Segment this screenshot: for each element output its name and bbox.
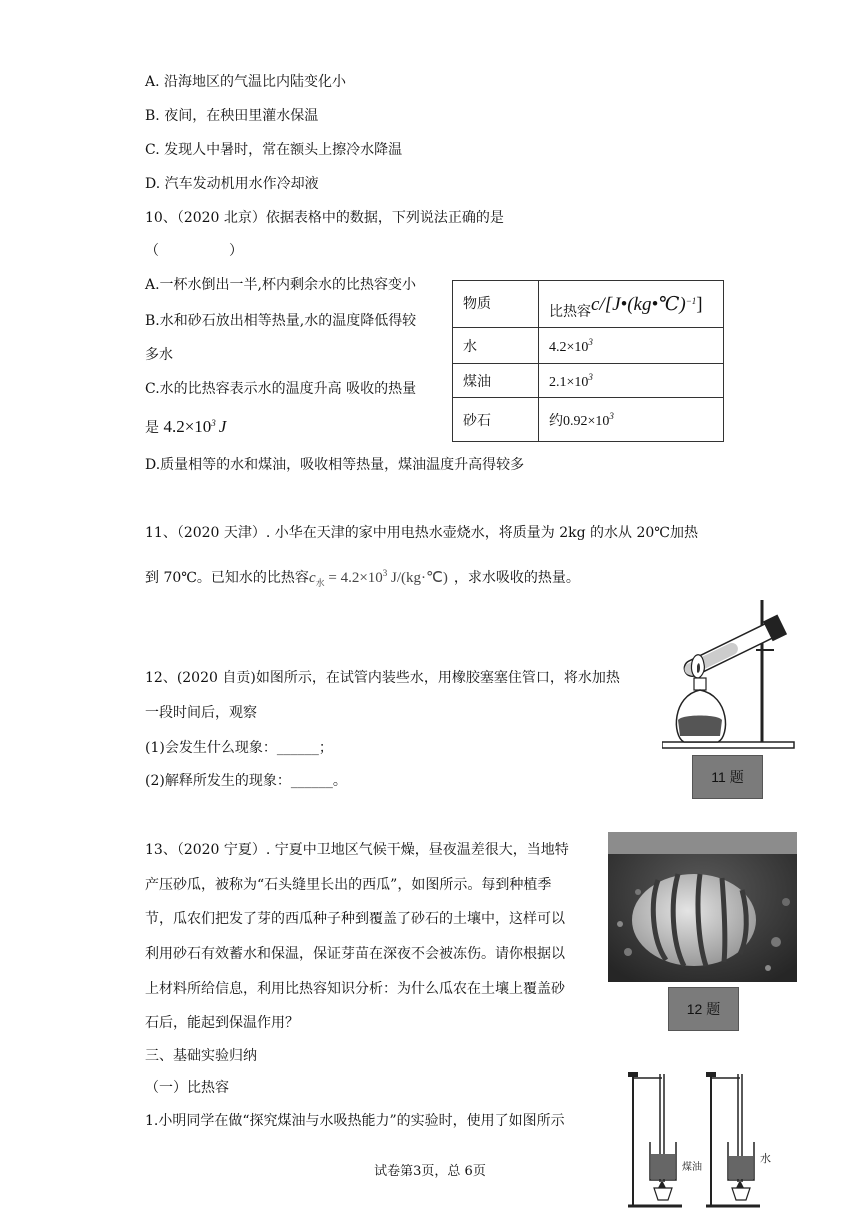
kerosene-label: 煤油 xyxy=(682,1162,702,1173)
formula-subscript: 水 xyxy=(315,578,325,588)
table-row xyxy=(453,398,724,442)
section-3-question-1: 1.小明同学在做“探究煤油与水吸热能力”的实验时，使用了如图所示 xyxy=(145,1113,565,1129)
section-3-subtitle: （一）比热容 xyxy=(145,1080,229,1096)
q13-line3: 节，瓜农们把发了芽的西瓜种子种到覆盖了砂石的土壤中，这样可以 xyxy=(145,911,565,927)
figure-11-caption: 11 题 xyxy=(692,755,763,799)
q10-option-b-line1: B.水和砂石放出相等热量,水的温度降低得较 xyxy=(145,313,417,329)
table-row xyxy=(453,328,724,364)
table-header-c-exponent: −1 xyxy=(685,295,697,306)
table-header-c-label: 比热容 xyxy=(549,303,591,320)
specific-heat-formula xyxy=(309,570,448,586)
kerosene-water-experiment-figure xyxy=(620,1058,780,1208)
q10-option-c-value: 4.2×10 xyxy=(163,417,212,436)
table-cell-number: 0.92×10 xyxy=(563,413,610,429)
page-footer: 试卷第3页，总 6页 xyxy=(374,1164,486,1179)
section-3-title: 三、基础实验归纳 xyxy=(145,1048,257,1064)
q13-line1: 13、（2020 宁夏）. 宁夏中卫地区气候干燥，昼夜温差很大，当地特 xyxy=(145,842,569,858)
q13-line6: 石后，能起到保温作用？ xyxy=(145,1015,299,1031)
option-c-q9: C. 发现人中暑时，常在额头上擦冷水降温 xyxy=(145,142,403,158)
q10-option-b-line2: 多水 xyxy=(145,347,173,363)
q10-answer-blank: （ ） xyxy=(145,243,243,259)
formula-unit: J/(kg·℃) xyxy=(387,570,448,586)
q10-option-c-line2 xyxy=(145,417,226,438)
table-cell-substance: 煤油 xyxy=(453,364,539,398)
q12-line2: 一段时间后，观察 xyxy=(145,705,257,721)
q13-line4: 利用砂石有效蓄水和保温，保证芽苗在深夜不会被冻伤。请你根据以 xyxy=(145,946,565,962)
table-cell-value xyxy=(539,364,724,398)
q11-line2-pre: 到 70℃。已知水的比热容 xyxy=(145,570,309,586)
q13-line2: 产压砂瓜，被称为“石头缝里长出的西瓜”，如图所示。每到种植季 xyxy=(145,877,552,893)
option-b-q9: B. 夜间，在秧田里灌水保温 xyxy=(145,108,319,124)
q10-option-c-unit: J xyxy=(218,417,227,436)
table-cell-exponent: 3 xyxy=(609,410,614,421)
q12-line3: (1)会发生什么现象：______； xyxy=(145,740,333,756)
q13-line5: 上材料所给信息，利用比热容知识分析：为什么瓜农在土壤上覆盖砂 xyxy=(145,981,565,997)
table-cell-prefix: 约 xyxy=(549,412,563,429)
table-header-c-close: ] xyxy=(696,293,703,315)
formula-symbol: c xyxy=(308,570,316,586)
q12-line1: 12、(2020 自贡)如图所示，在试管内装些水，用橡胶塞塞住管口，将水加热 xyxy=(145,670,620,686)
table-cell-value xyxy=(539,398,724,442)
formula-value: = 4.2×10 xyxy=(324,570,383,586)
q12-line4: (2)解释所发生的现象：______。 xyxy=(145,773,347,789)
q10-option-d: D.质量相等的水和煤油，吸收相等热量，煤油温度升高得较多 xyxy=(145,457,525,473)
q10-option-c-exponent: 3 xyxy=(211,418,216,428)
table-cell-substance: 水 xyxy=(453,328,539,364)
table-header-c-formula: c/[J•(kg•℃) xyxy=(591,293,686,315)
q10-stem: 10、（2020 北京）依据表格中的数据，下列说法正确的是 xyxy=(145,210,504,226)
watermelon-photo xyxy=(608,832,797,982)
formula-exponent: 3 xyxy=(382,568,388,578)
table-cell-substance: 砂石 xyxy=(453,398,539,442)
option-d-q9: D. 汽车发动机用水作冷却液 xyxy=(145,176,319,192)
q10-option-c-prefix: 是 xyxy=(145,420,159,436)
table-cell-exponent: 3 xyxy=(588,336,593,347)
option-a-q9: A. 沿海地区的气温比内陆变化小 xyxy=(145,74,347,90)
table-header-substance: 物质 xyxy=(453,281,539,328)
table-cell-number: 4.2×10 xyxy=(549,339,589,355)
specific-heat-table xyxy=(452,280,724,442)
figure-12-caption: 12 题 xyxy=(668,987,739,1031)
q10-option-c-line1: C.水的比热容表示水的温度升高 吸收的热量 xyxy=(145,381,417,397)
q11-line1: 11、（2020 天津）. 小华在天津的家中用电热水壶烧水，将质量为 2kg 的水从 20℃加热 xyxy=(145,525,698,541)
table-row xyxy=(453,364,724,398)
q11-line2 xyxy=(145,568,580,593)
test-tube-heating-figure xyxy=(662,596,798,750)
table-cell-number: 2.1×10 xyxy=(549,374,589,390)
table-cell-value xyxy=(539,328,724,364)
q11-line2-post: ，求水吸收的热量。 xyxy=(453,570,580,586)
q10-option-a: A.一杯水倒出一半,杯内剩余水的比热容变小 xyxy=(145,277,417,293)
table-header-row xyxy=(453,281,724,328)
water-label: 水 xyxy=(760,1152,771,1165)
table-cell-exponent: 3 xyxy=(588,371,593,382)
table-header-specific-heat xyxy=(539,281,724,328)
